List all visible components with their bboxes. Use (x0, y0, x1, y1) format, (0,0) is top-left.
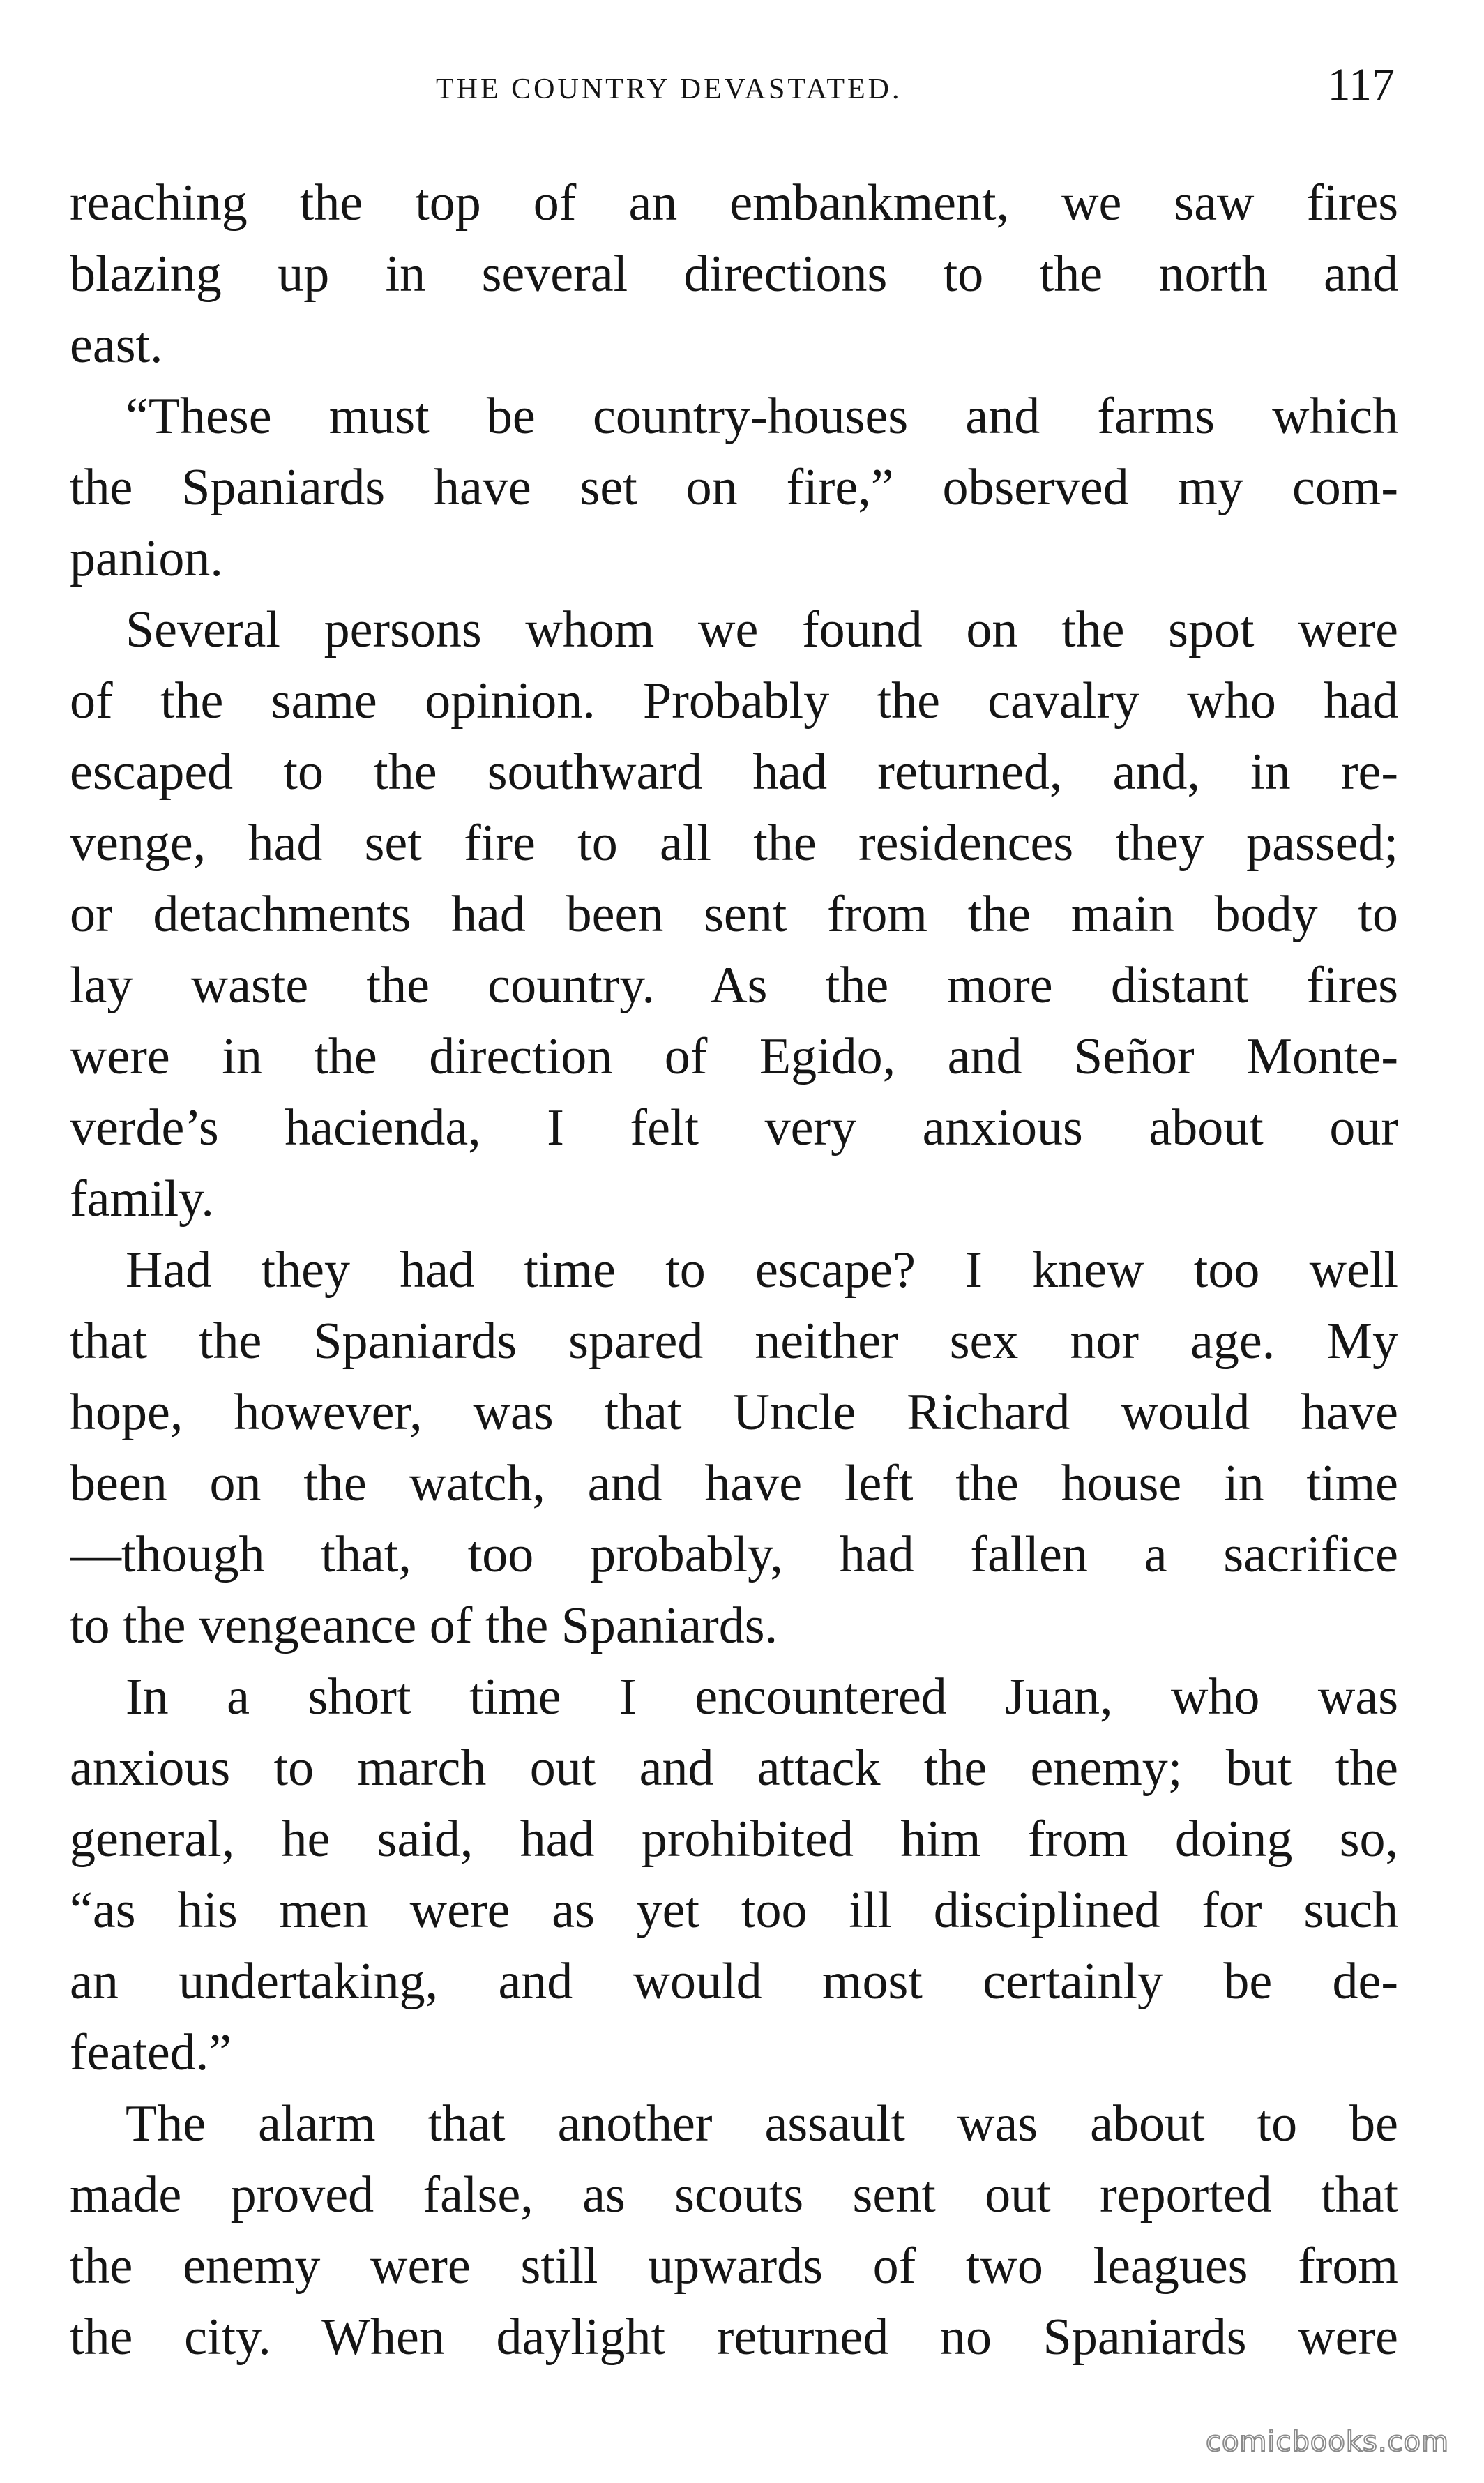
text-line: Had they had time to escape? I knew too well (126, 1242, 1398, 1299)
text-line: panion. (70, 530, 223, 587)
page-number: 117 (1327, 59, 1395, 110)
text-line: east. (70, 317, 163, 374)
text-line: the enemy were still upwards of two leagues from (70, 2237, 1398, 2295)
text-line: the city. When daylight returned no Spaniards were (70, 2309, 1398, 2366)
running-head (70, 56, 1395, 133)
text-line: The alarm that another assault was about to be (126, 2095, 1398, 2152)
text-line: blazing up in several directions to the north and (70, 246, 1398, 303)
text-line: In a short time I encountered Juan, who was (126, 1668, 1398, 1726)
text-line: “as his men were as yet too ill disciplined for such (70, 1882, 1398, 1939)
text-line: feated.” (70, 2024, 232, 2081)
text-line: to the vengeance of the Spaniards. (70, 1597, 778, 1654)
text-line: Several persons whom we found on the spot were (126, 601, 1398, 658)
body-text (70, 167, 1398, 2373)
text-line: family. (70, 1170, 214, 1228)
text-line: “These must be country-houses and farms which (126, 388, 1398, 445)
text-line: anxious to march out and attack the enemy; but the (70, 1739, 1398, 1797)
text-line: made proved false, as scouts sent out reported that (70, 2166, 1398, 2224)
text-line: hope, however, was that Uncle Richard would have (70, 1384, 1398, 1441)
text-line: general, he said, had prohibited him from doing so, (70, 1811, 1398, 1868)
text-line: an undertaking, and would most certainly be de- (70, 1953, 1398, 2010)
watermark: comicbooks.com (1205, 2426, 1449, 2458)
text-line: were in the direction of Egido, and Señor Monte- (70, 1028, 1398, 1085)
text-line: been on the watch, and have left the house in time (70, 1455, 1398, 1512)
text-line: —though that, too probably, had fallen a sacrifice (70, 1526, 1398, 1583)
text-line: that the Spaniards spared neither sex nor age. My (70, 1313, 1398, 1370)
text-line: lay waste the country. As the more distant fires (70, 957, 1398, 1014)
text-line: reaching the top of an embankment, we saw fires (70, 174, 1398, 232)
text-line: escaped to the southward had returned, and, in re- (70, 744, 1398, 801)
running-title: THE COUNTRY DEVASTATED. (436, 73, 902, 105)
text-line: the Spaniards have set on fire,” observed my com- (70, 459, 1398, 516)
text-line: or detachments had been sent from the main body to (70, 886, 1398, 943)
text-line: of the same opinion. Probably the cavalry who had (70, 672, 1398, 730)
text-line: verde’s hacienda, I felt very anxious about our (70, 1099, 1398, 1156)
text-line: venge, had set fire to all the residences they passed; (70, 815, 1398, 872)
